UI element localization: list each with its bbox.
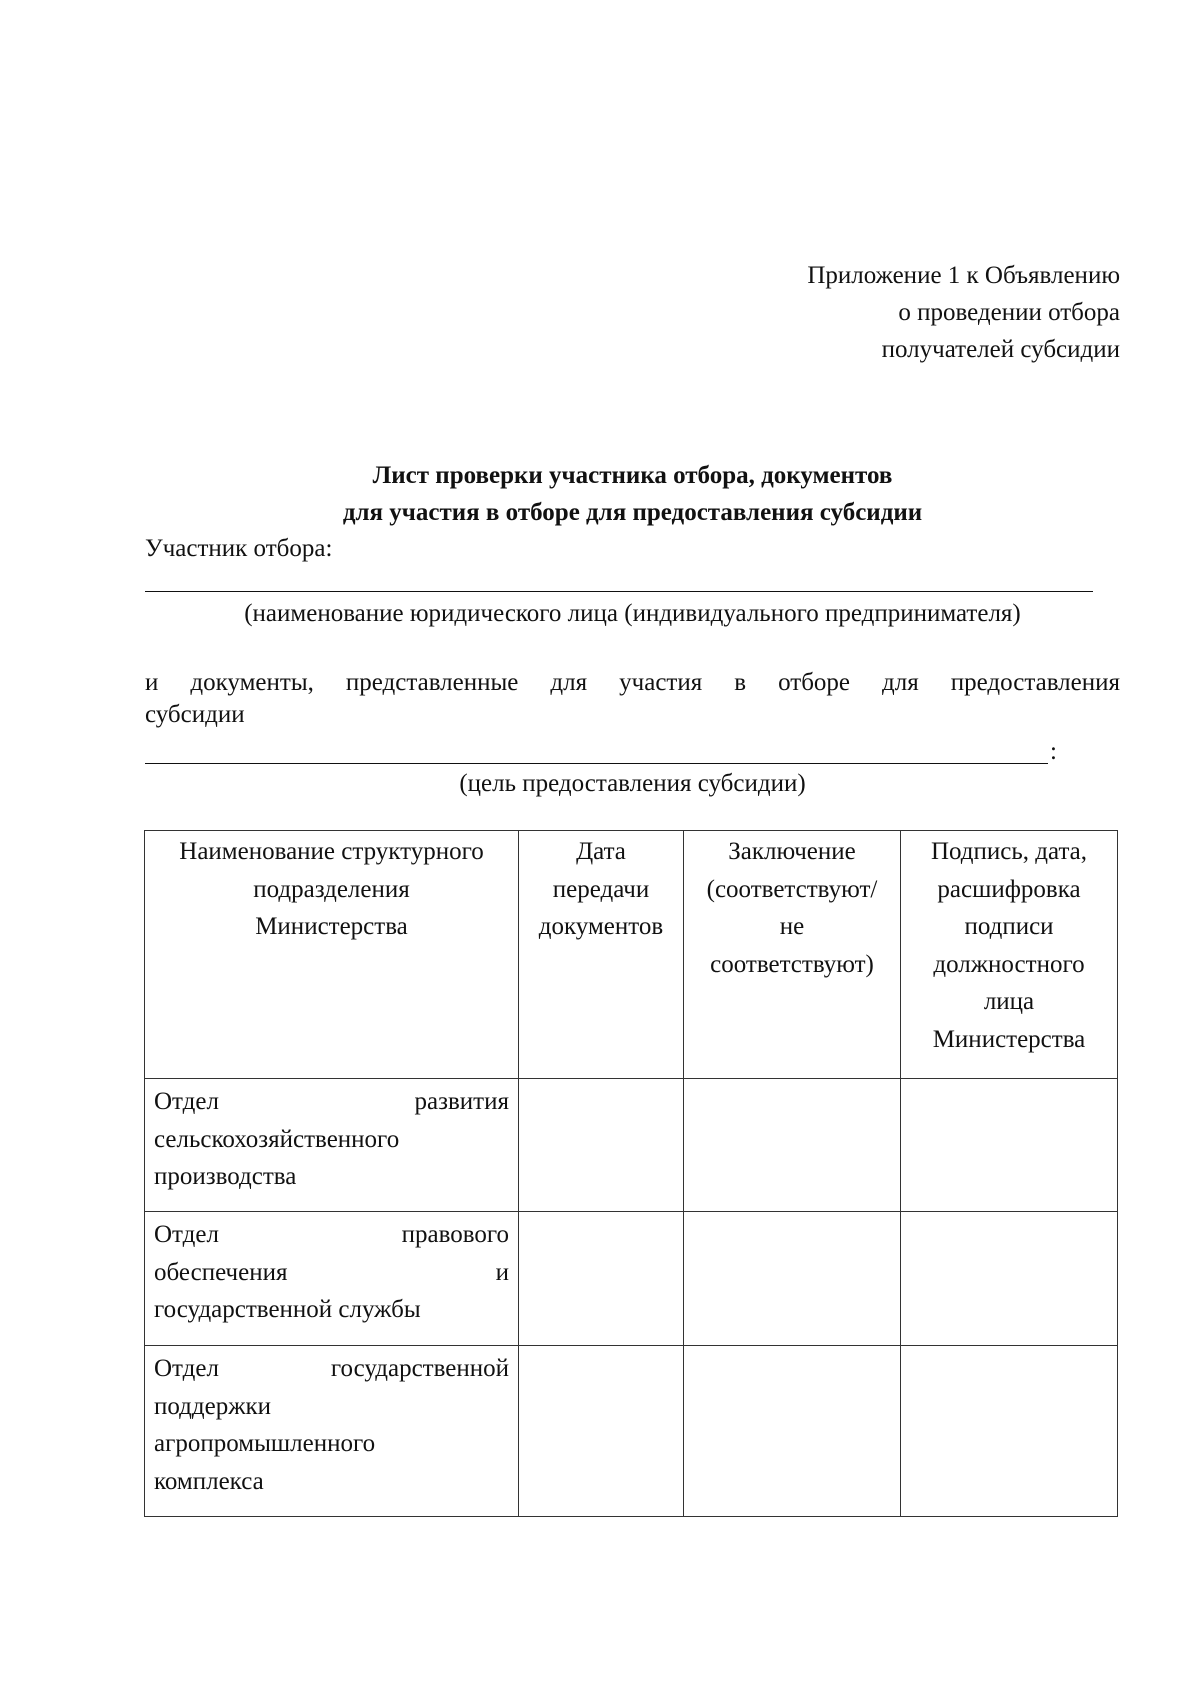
appendix-note <box>600 257 1120 368</box>
header-conclusion-line: Заключение <box>728 838 856 865</box>
documents-text-line-2: субсидии <box>145 701 245 728</box>
participant-caption: (наименование юридического лица (индивидуального предпринимателя) <box>244 600 1021 627</box>
department-line <box>154 1254 509 1292</box>
documents-text-line-1: и документы, представленные для участия в отборе для предоставления <box>145 669 1120 696</box>
document-title <box>145 457 1120 531</box>
header-department-line: Министерства <box>255 913 408 940</box>
header-signature-line: должностного <box>933 950 1085 978</box>
date-cell[interactable] <box>519 1212 684 1346</box>
department-line: поддержки <box>154 1392 271 1420</box>
signature-cell[interactable] <box>901 1079 1118 1212</box>
header-signature-line: расшифровка <box>937 875 1081 903</box>
header-conclusion-line: соответствуют) <box>710 950 874 978</box>
header-signature <box>901 831 1118 1079</box>
department-word: обеспечения <box>154 1258 288 1286</box>
department-line: производства <box>154 1163 297 1190</box>
signature-cell[interactable] <box>901 1212 1118 1346</box>
department-word: Отдел <box>154 1355 219 1382</box>
department-word: и <box>495 1258 509 1286</box>
appendix-line-1: Приложение 1 к Объявлению <box>807 262 1120 289</box>
department-word: Отдел <box>154 1088 219 1115</box>
conclusion-cell[interactable] <box>684 1079 901 1212</box>
header-date-line: Дата <box>576 838 626 865</box>
title-line-1: Лист проверки участника отбора, документов <box>372 462 893 489</box>
header-conclusion-line: (соответствуют/ <box>706 875 878 903</box>
participant-label: Участник отбора: <box>145 535 333 562</box>
department-cell <box>145 1346 519 1517</box>
check-table <box>144 830 1118 1517</box>
signature-cell[interactable] <box>901 1346 1118 1517</box>
department-line <box>154 1350 509 1388</box>
header-signature-line: Подпись, дата, <box>930 838 1088 865</box>
header-department-line: подразделения <box>253 875 410 903</box>
department-line: комплекса <box>154 1467 264 1495</box>
department-line <box>154 1216 509 1254</box>
department-cell <box>145 1212 519 1346</box>
header-signature-line: лица <box>983 988 1035 1015</box>
department-word: правового <box>401 1221 509 1248</box>
header-date-line: передачи <box>552 875 650 903</box>
header-conclusion <box>684 831 901 1079</box>
department-word: государственной <box>330 1355 509 1382</box>
date-cell[interactable] <box>519 1346 684 1517</box>
department-line: сельскохозяйственного <box>154 1125 400 1153</box>
participant-blank-line <box>145 591 1093 592</box>
conclusion-cell[interactable] <box>684 1212 901 1346</box>
conclusion-cell[interactable] <box>684 1346 901 1517</box>
department-line: агропромышленного <box>154 1430 376 1457</box>
table-row <box>145 1079 1118 1212</box>
header-signature-line: Министерства <box>932 1025 1086 1053</box>
department-cell <box>145 1079 519 1212</box>
header-signature-line: подписи <box>964 913 1054 940</box>
appendix-line-3: получателей субсидии <box>881 336 1120 363</box>
purpose-caption: (цель предоставления субсидии) <box>459 770 806 797</box>
header-department <box>145 831 519 1079</box>
department-word: Отдел <box>154 1221 219 1248</box>
appendix-line-2: о проведении отбора <box>898 299 1120 326</box>
purpose-blank-line <box>145 763 1048 764</box>
table-header-row <box>145 831 1118 1079</box>
header-date <box>519 831 684 1079</box>
department-word: развития <box>414 1088 509 1115</box>
date-cell[interactable] <box>519 1079 684 1212</box>
title-line-2: для участия в отборе для предоставления субсидии <box>342 499 923 526</box>
table-row <box>145 1346 1118 1517</box>
purpose-colon: : <box>1050 738 1057 765</box>
header-department-line: Наименование структурного <box>179 838 484 865</box>
department-line: государственной службы <box>154 1296 421 1323</box>
table-row <box>145 1212 1118 1346</box>
header-conclusion-line: не <box>779 913 805 940</box>
department-line <box>154 1083 509 1121</box>
header-date-line: документов <box>538 913 664 940</box>
